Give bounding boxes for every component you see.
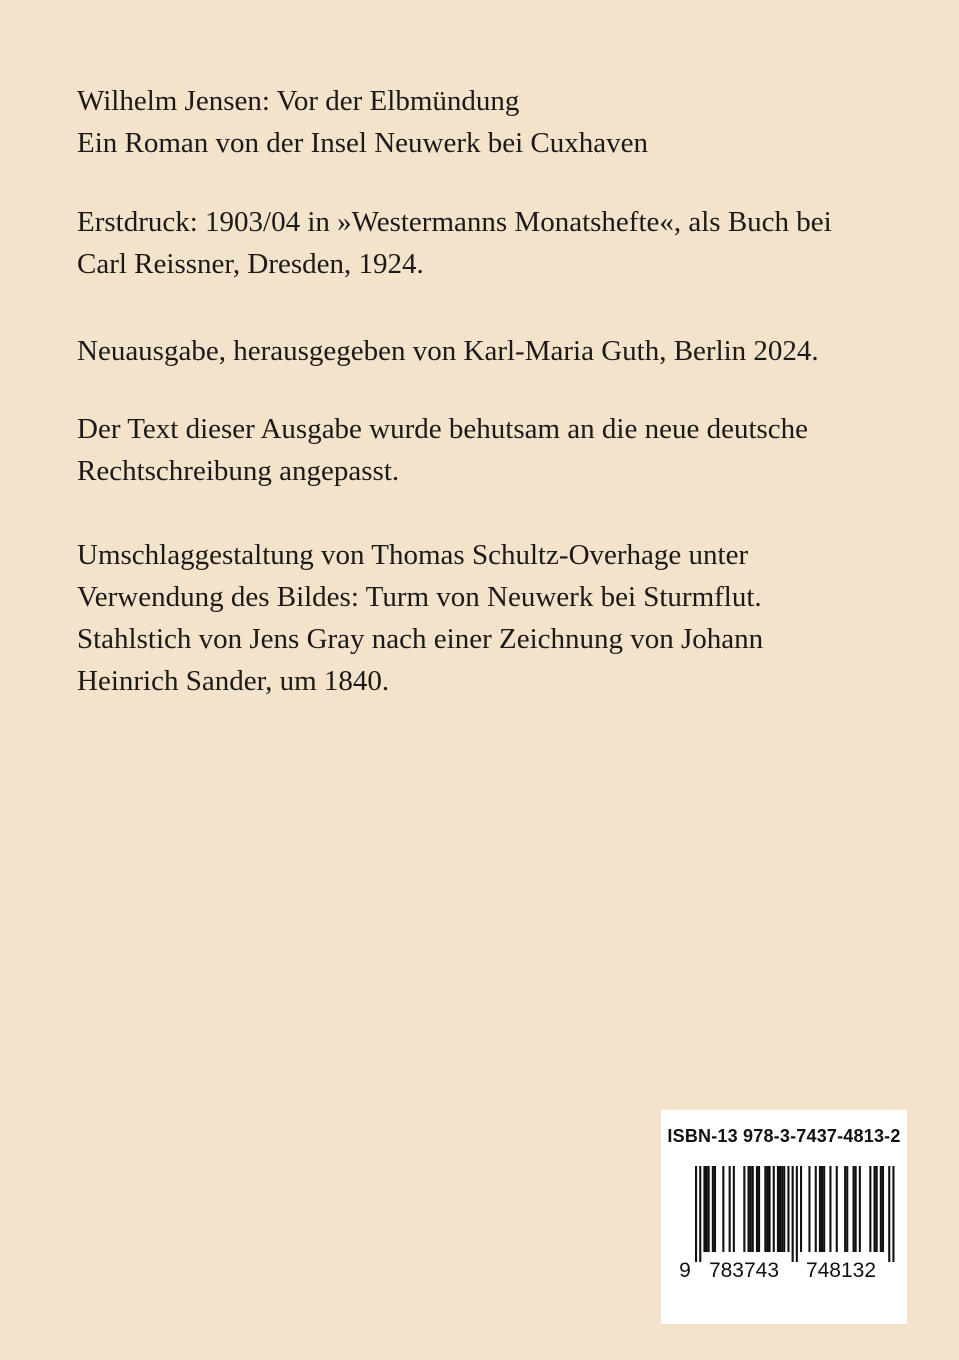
- cover-credit-line: Umschlaggestaltung von Thomas Schultz-Overhage unter: [77, 539, 749, 571]
- barcode-bar: [779, 1166, 781, 1252]
- spelling-line: Rechtschreibung angepasst.: [77, 455, 400, 487]
- barcode-bar: [743, 1166, 745, 1252]
- barcode-bar: [703, 1166, 705, 1252]
- barcode-bar: [853, 1166, 855, 1252]
- barcode-bar: [777, 1166, 779, 1252]
- barcode-bar: [756, 1166, 758, 1252]
- isbn-label: ISBN-13 978-3-7437-4813-2: [667, 1126, 901, 1146]
- barcode-bar: [855, 1166, 857, 1252]
- cover-credit-line: Verwendung des Bildes: Turm von Neuwerk bei Sturmflut.: [77, 581, 762, 613]
- barcode-bar: [750, 1166, 752, 1252]
- barcode: [675, 1166, 895, 1284]
- barcode-bar: [773, 1166, 775, 1252]
- barcode-bar: [815, 1166, 817, 1252]
- barcode-digits-right: 748132: [805, 1259, 877, 1282]
- barcode-bar: [859, 1166, 861, 1252]
- barcode-guard-bar: [888, 1166, 890, 1262]
- subtitle-line: Ein Roman von der Insel Neuwerk bei Cuxhaven: [77, 127, 648, 159]
- barcode-bar: [874, 1166, 876, 1252]
- barcode-bar: [758, 1166, 760, 1252]
- first-print-line: Carl Reissner, Dresden, 1924.: [77, 248, 424, 280]
- barcode-bar: [769, 1166, 771, 1252]
- barcode-bar: [808, 1166, 810, 1252]
- barcode-bar: [819, 1166, 821, 1252]
- barcode-bar: [787, 1166, 789, 1252]
- first-print-line: Erstdruck: 1903/04 in »Westermanns Monatshefte«, als Buch bei: [77, 206, 832, 238]
- barcode-bar: [752, 1166, 754, 1252]
- barcode-bar: [766, 1166, 768, 1252]
- barcode-guard-bar: [892, 1166, 894, 1262]
- new-edition-line: Neuausgabe, herausgegeben von Karl-Maria Guth, Berlin 2024.: [77, 335, 819, 367]
- barcode-bar: [882, 1166, 884, 1252]
- barcode-bar: [733, 1166, 735, 1252]
- barcode-bar: [829, 1166, 831, 1252]
- barcode-bars: [695, 1166, 895, 1262]
- barcode-bar: [764, 1166, 766, 1252]
- barcode-bar: [844, 1166, 846, 1252]
- barcode-bar: [869, 1166, 871, 1252]
- barcode-bar: [783, 1166, 785, 1252]
- barcode-guard-bar: [695, 1166, 697, 1262]
- barcode-guard-bar: [792, 1166, 794, 1262]
- spelling-line: Der Text dieser Ausgabe wurde behutsam an die neue deutsche: [77, 413, 809, 445]
- cover-credit-line: Stahlstich von Jens Gray nach einer Zeichnung von Johann: [77, 623, 764, 655]
- cover-credit-line: Heinrich Sander, um 1840.: [77, 665, 390, 697]
- barcode-digits-left: 783743: [708, 1259, 780, 1282]
- isbn-barcode-box: [661, 1110, 907, 1324]
- barcode-bar: [714, 1166, 716, 1252]
- title-line: Wilhelm Jensen: Vor der Elbmündung: [77, 85, 520, 117]
- barcode-bar: [836, 1166, 838, 1252]
- barcode-bar: [722, 1166, 724, 1252]
- new-edition-note: [77, 330, 907, 372]
- barcode-bar: [880, 1166, 882, 1252]
- barcode-bar: [708, 1166, 710, 1252]
- barcode-guard-bar: [796, 1166, 798, 1262]
- barcode-digit-first: 9: [679, 1259, 691, 1282]
- spelling-note: [77, 408, 907, 492]
- barcode-bar: [800, 1166, 802, 1252]
- first-print-note: [77, 201, 907, 285]
- barcode-bar: [712, 1166, 714, 1252]
- barcode-guard-bar: [699, 1166, 701, 1262]
- barcode-bar: [821, 1166, 823, 1252]
- barcode-bar: [781, 1166, 783, 1252]
- barcode-bar: [706, 1166, 708, 1252]
- cover-credit-note: [77, 534, 907, 702]
- title-block: [77, 80, 907, 164]
- barcode-bar: [748, 1166, 750, 1252]
- barcode-bar: [823, 1166, 825, 1252]
- barcode-bar: [846, 1166, 848, 1252]
- barcode-bar: [729, 1166, 731, 1252]
- barcode-bar: [876, 1166, 878, 1252]
